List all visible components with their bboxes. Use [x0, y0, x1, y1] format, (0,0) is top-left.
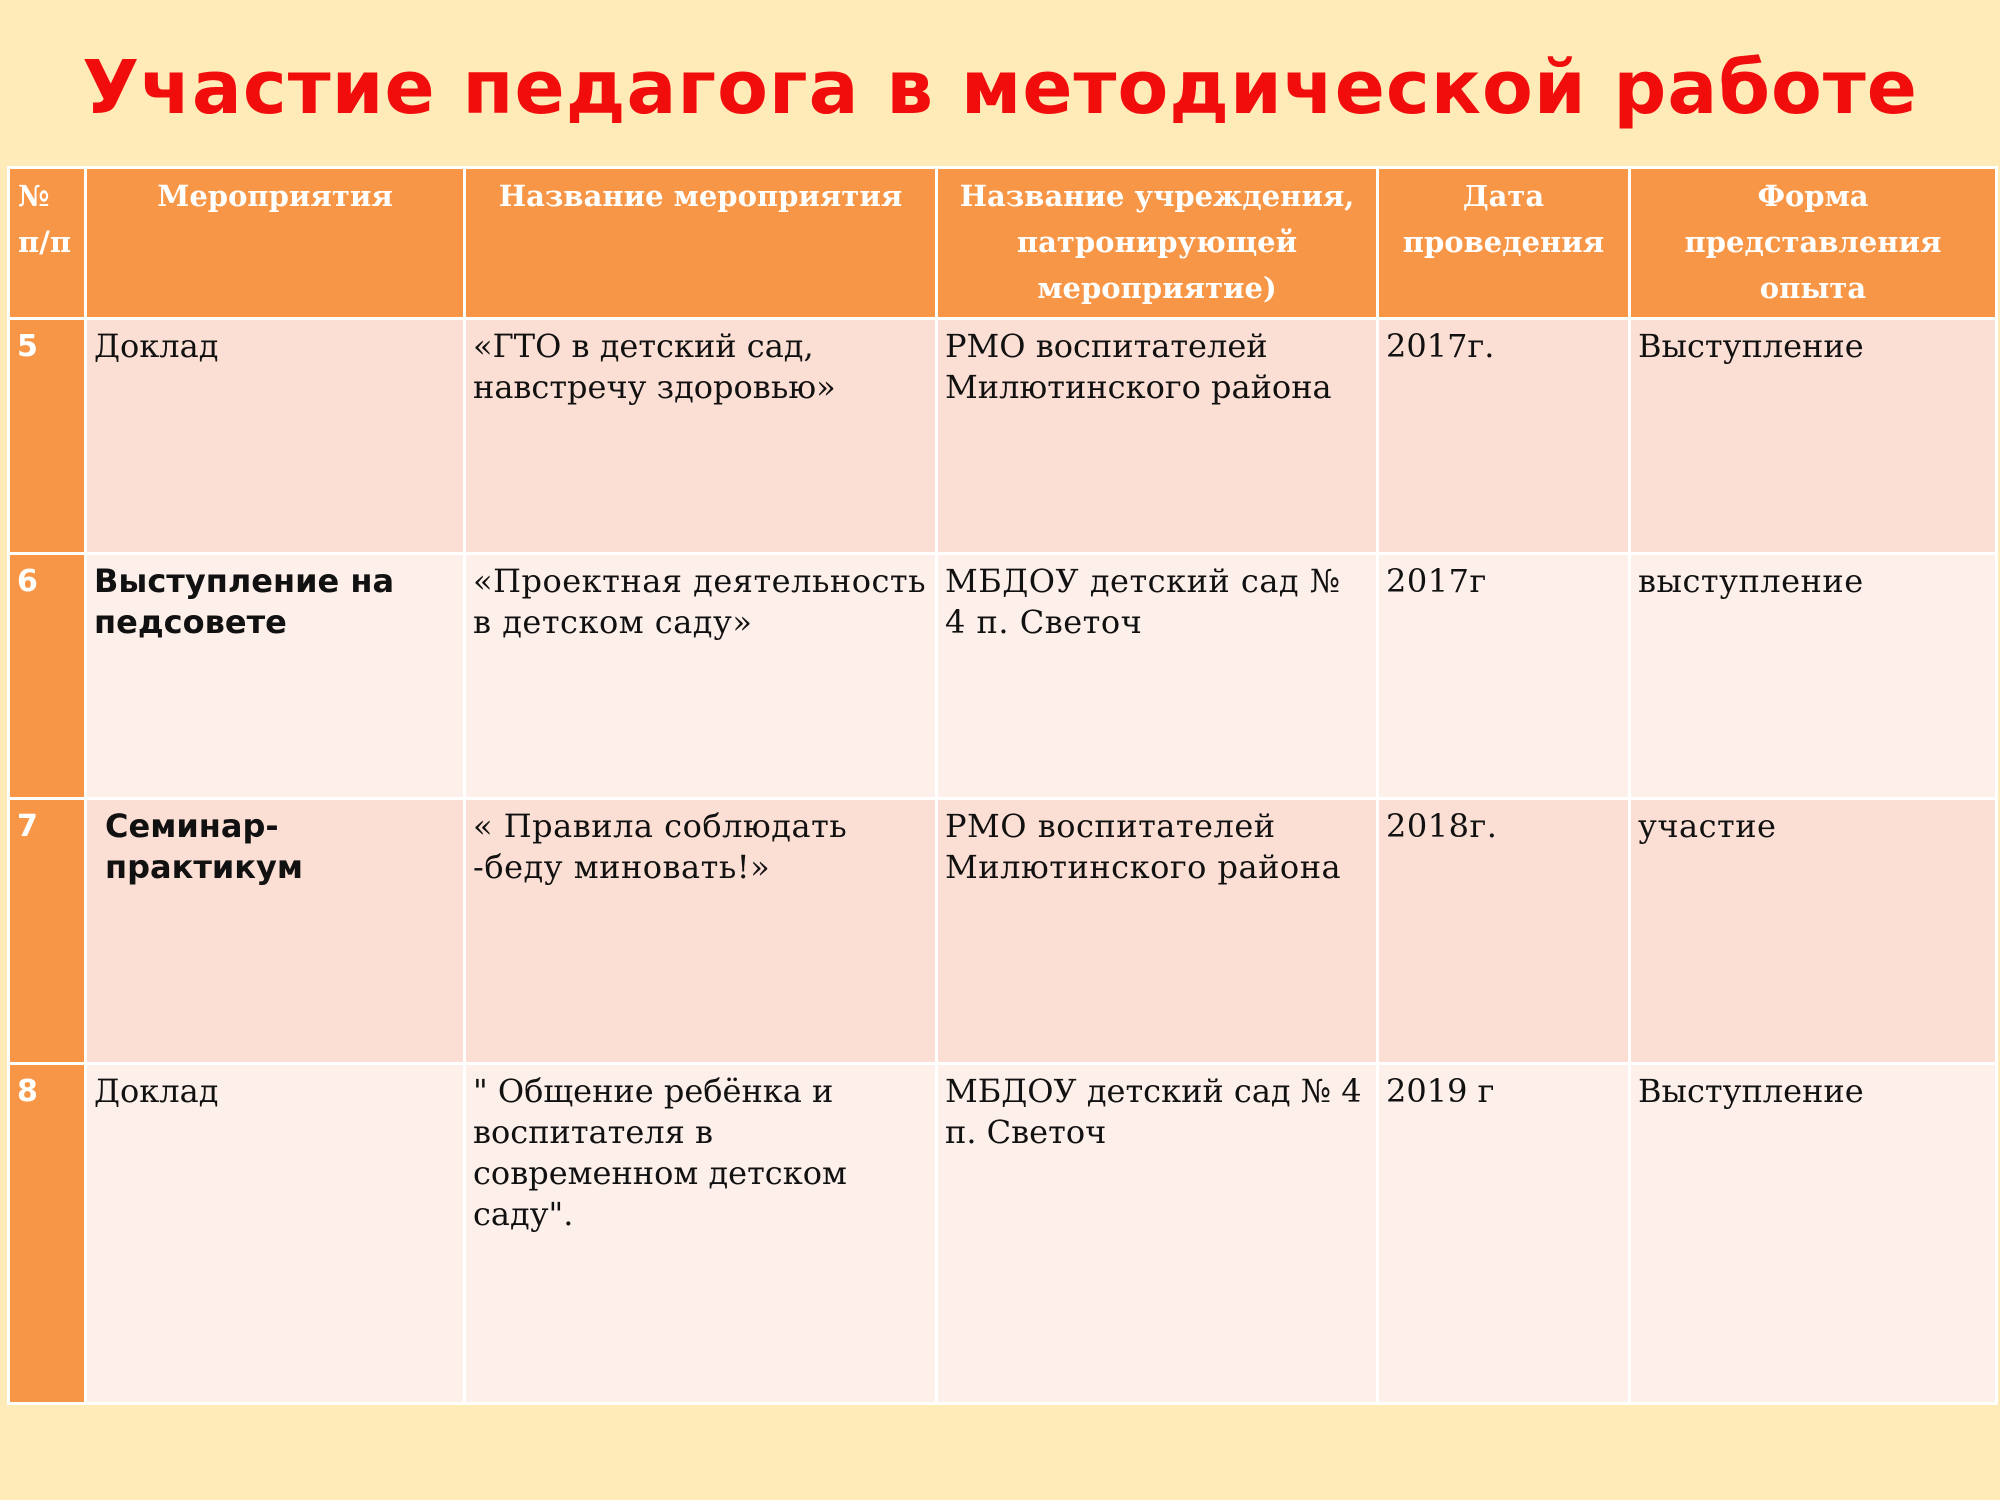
row-number: 5 — [9, 319, 86, 554]
row-number: 6 — [9, 554, 86, 799]
row-event-name: « Правила соблюдать -беду миновать!» — [465, 799, 937, 1064]
table-row — [9, 799, 1997, 1064]
row-date: 2018г. — [1378, 799, 1630, 1064]
header-institution: Название учреждения, патронирующей мероприятие) — [937, 168, 1378, 319]
table-header-row — [9, 168, 1997, 319]
row-form: Выступление — [1630, 1064, 1997, 1404]
row-institution: МБДОУ детский сад № 4 п. Светоч — [937, 554, 1378, 799]
row-event-name: «Проектная деятельность в детском саду» — [465, 554, 937, 799]
row-number: 8 — [9, 1064, 86, 1404]
row-form: Выступление — [1630, 319, 1997, 554]
row-event: Доклад — [86, 1064, 465, 1404]
row-form: выступление — [1630, 554, 1997, 799]
row-date: 2019 г — [1378, 1064, 1630, 1404]
row-form: участие — [1630, 799, 1997, 1064]
row-event-name: «ГТО в детский сад, навстречу здоровью» — [465, 319, 937, 554]
table-row — [9, 319, 1997, 554]
row-date: 2017г. — [1378, 319, 1630, 554]
header-events: Мероприятия — [86, 168, 465, 319]
row-event: Семинар-практикум — [86, 799, 465, 1064]
page-title: Участие педагога в методической работе — [82, 45, 1918, 131]
header-date: Дата проведения — [1378, 168, 1630, 319]
header-event-name: Название мероприятия — [465, 168, 937, 319]
row-event: Выступление на педсовете — [86, 554, 465, 799]
row-event: Доклад — [86, 319, 465, 554]
row-date: 2017г — [1378, 554, 1630, 799]
row-institution: РМО воспитателей Милютинского района — [937, 319, 1378, 554]
row-institution: МБДОУ детский сад № 4 п. Светоч — [937, 1064, 1378, 1404]
header-form: Форма представления опыта — [1630, 168, 1997, 319]
header-number: № п/п — [9, 168, 86, 319]
table-row — [9, 554, 1997, 799]
table-row — [9, 1064, 1997, 1404]
row-number: 7 — [9, 799, 86, 1064]
row-institution: РМО воспитателей Милютинского района — [937, 799, 1378, 1064]
row-event-name: " Общение ребёнка и воспитателя в современном детском саду". — [465, 1064, 937, 1404]
methodical-work-table — [7, 166, 1998, 1405]
